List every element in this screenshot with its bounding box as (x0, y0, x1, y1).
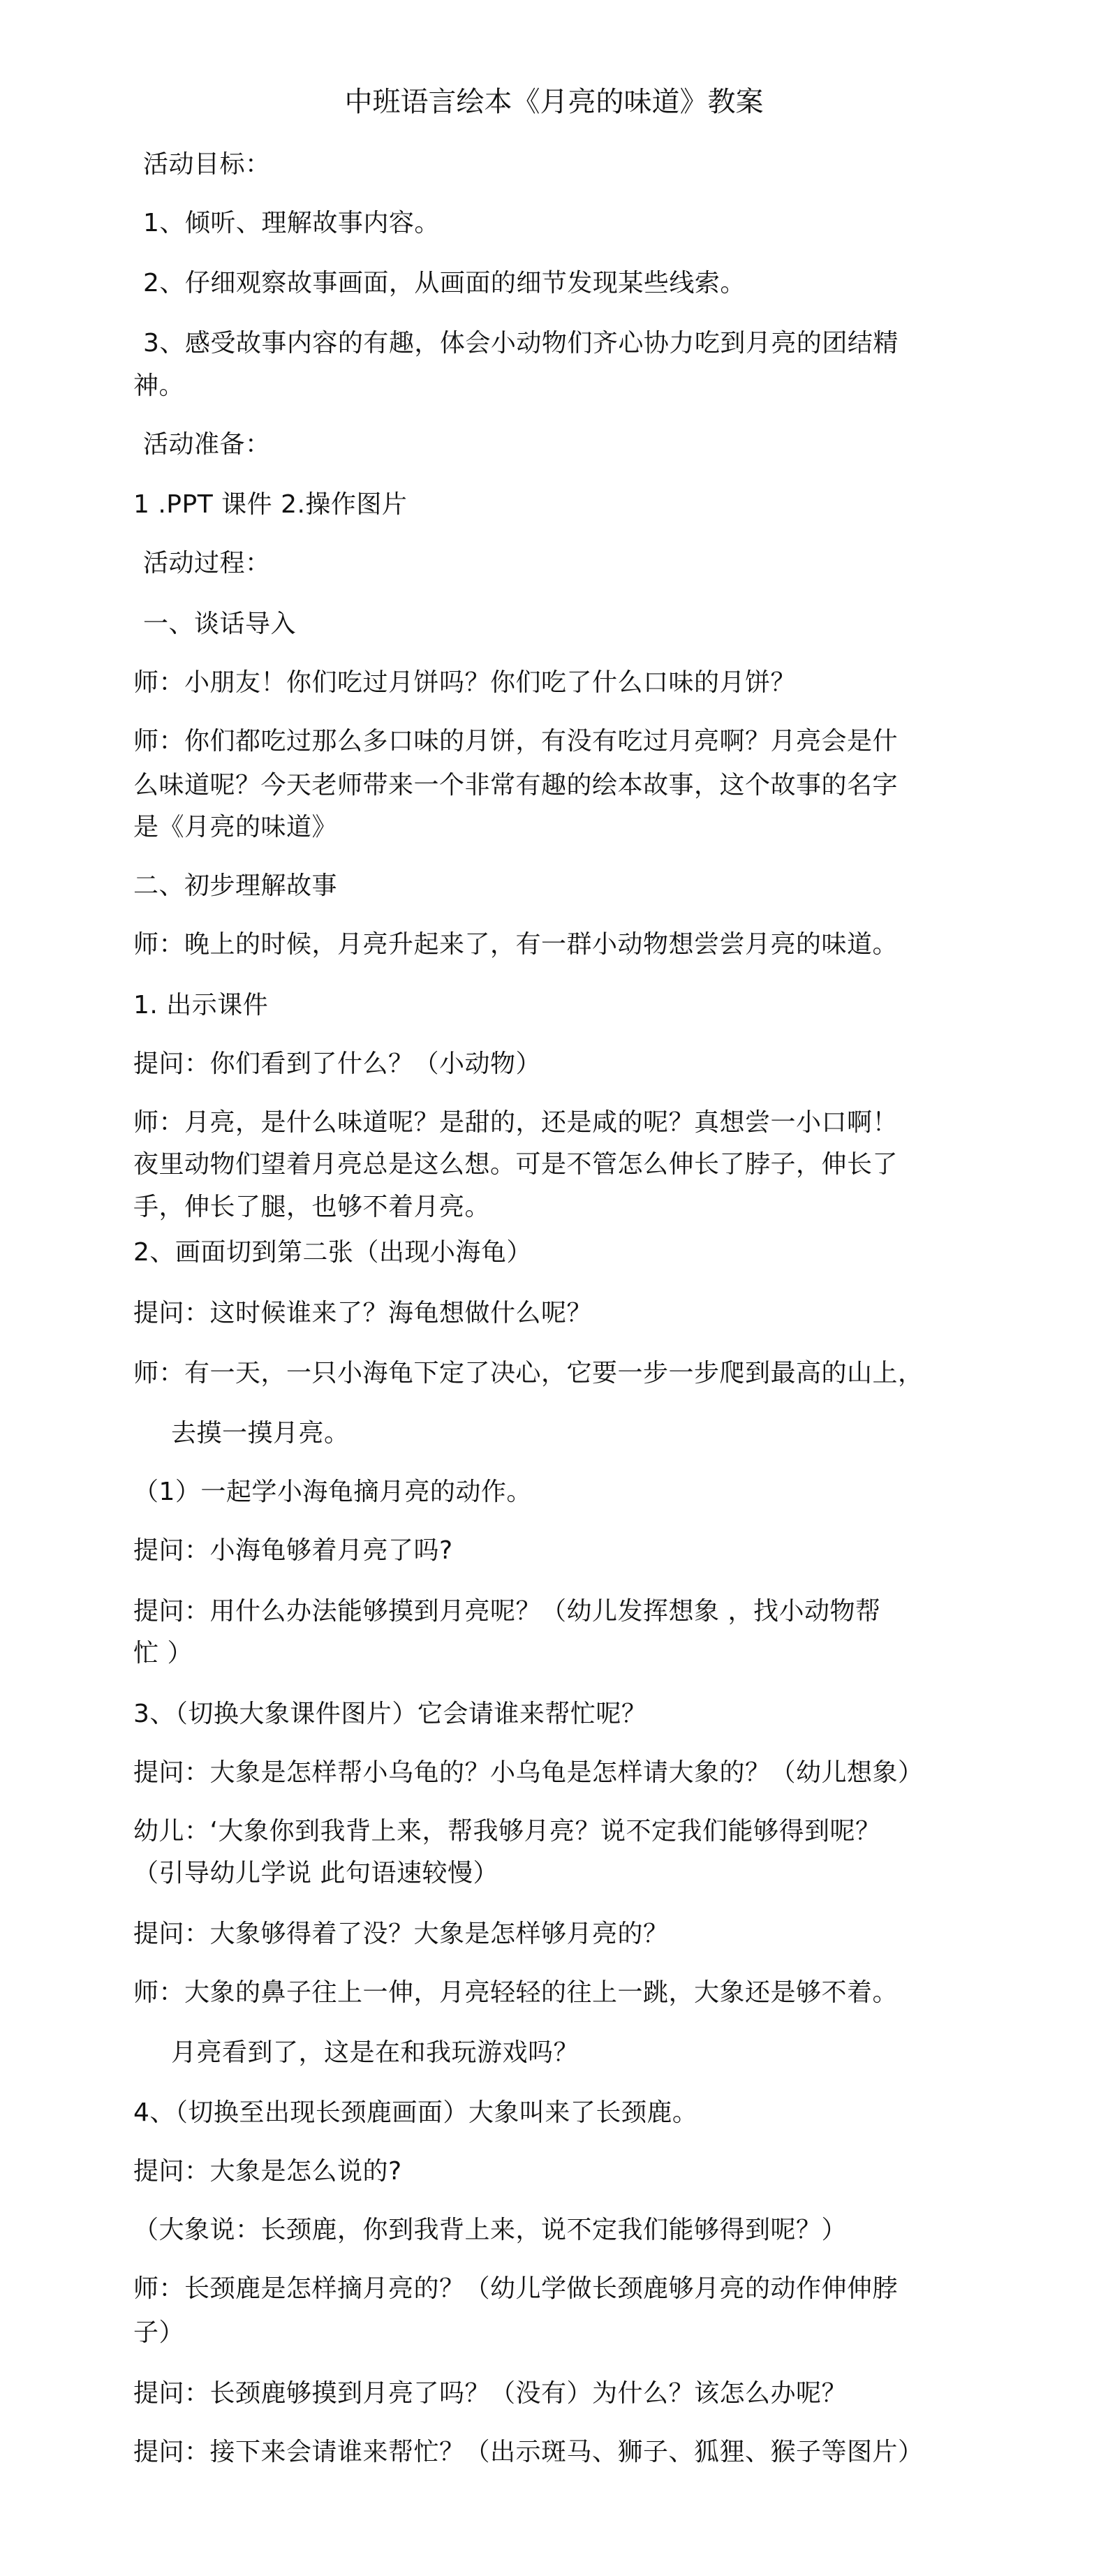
paragraph-line: 月亮看到了，这是在和我玩游戏吗？ (171, 2038, 579, 2067)
paragraph-line: 提问：用什么办法能够摸到月亮呢？（幼儿发挥想象 ，找小动物帮 (133, 1597, 881, 1626)
paragraph-line: 3、（切换大象课件图片）它会请谁来帮忙呢？ (133, 1700, 647, 1728)
paragraph-line: 1、倾听、理解故事内容。 (143, 209, 440, 237)
paragraph-line: 2、画面切到第二张（出现小海龟） (133, 1238, 532, 1267)
paragraph-line: 1. 出示课件 (133, 991, 269, 1020)
paragraph-line: 师：有一天，一只小海龟下定了决心，它要一步一步爬到最高的山上， (133, 1359, 924, 1388)
paragraph-line: 提问：大象够得着了没？大象是怎样够月亮的？ (133, 1920, 669, 1948)
paragraph-line: 3、感受故事内容的有趣，体会小动物们齐心协力吃到月亮的团结精 (143, 329, 899, 358)
paragraph-line: 活动过程： (143, 549, 271, 577)
paragraph-line: 师：月亮，是什么味道呢？是甜的，还是咸的呢？真想尝一小口啊！ (133, 1108, 899, 1137)
paragraph-line: 是《月亮的味道》 (133, 813, 338, 841)
paragraph-line: （引导幼儿学说 此句语速较慢） (133, 1859, 498, 1887)
paragraph-line: 二、初步理解故事 (133, 871, 338, 900)
paragraph-line: 提问：长颈鹿够摸到月亮了吗？（没有）为什么？该怎么办呢？ (133, 2379, 848, 2408)
paragraph-line: 么味道呢？今天老师带来一个非常有趣的绘本故事，这个故事的名字 (133, 771, 899, 800)
paragraph-line: 师：小朋友！你们吃过月饼吗？你们吃了什么口味的月饼？ (133, 668, 797, 697)
paragraph-line: 忙 ） (133, 1639, 193, 1668)
paragraph-line: （1）一起学小海龟摘月亮的动作。 (133, 1478, 532, 1506)
paragraph-line: 神。 (133, 371, 185, 400)
paragraph-line: 去摸一摸月亮。 (171, 1419, 350, 1448)
paragraph-line: 师：晚上的时候，月亮升起来了，有一群小动物想尝尝月亮的味道。 (133, 930, 899, 959)
paragraph-line: 活动目标： (143, 150, 271, 179)
paragraph-line: 手，伸长了腿，也够不着月亮。 (133, 1193, 491, 1221)
document-title: 中班语言绘本《月亮的味道》教案 (344, 86, 764, 118)
paragraph-line: 提问：大象是怎样帮小乌龟的？小乌龟是怎样请大象的？（幼儿想象） (133, 1758, 924, 1787)
paragraph-line: 师：你们都吃过那么多口味的月饼，有没有吃过月亮啊？月亮会是什 (133, 727, 899, 756)
paragraph-line: （大象说：长颈鹿，你到我背上来，说不定我们能够得到呢？） (133, 2216, 848, 2244)
paragraph-line: 夜里动物们望着月亮总是这么想。可是不管怎么伸长了脖子，伸长了 (133, 1150, 899, 1179)
paragraph-line: 提问：大象是怎么说的? (133, 2157, 402, 2186)
paragraph-line: 子） (133, 2318, 185, 2347)
paragraph-line: 活动准备： (143, 430, 271, 459)
paragraph-line: 提问：接下来会请谁来帮忙？（出示斑马、狮子、狐狸、猴子等图片） (133, 2438, 924, 2466)
paragraph-line: 一、谈话导入 (143, 610, 297, 638)
paragraph-line: 1 .PPT 课件 2.操作图片 (133, 490, 408, 519)
paragraph-line: 提问：小海龟够着月亮了吗? (133, 1536, 453, 1565)
paragraph-line: 幼儿：‘大象你到我背上来，帮我够月亮？说不定我们能够得到呢？ (133, 1817, 881, 1846)
paragraph-line: 提问：你们看到了什么？（小动物） (133, 1050, 542, 1078)
paragraph-line: 师：长颈鹿是怎样摘月亮的？（幼儿学做长颈鹿够月亮的动作伸伸脖 (133, 2274, 899, 2303)
paragraph-line: 师：大象的鼻子往上一伸，月亮轻轻的往上一跳，大象还是够不着。 (133, 1978, 899, 2007)
paragraph-line: 提问：这时候谁来了？海龟想做什么呢？ (133, 1299, 593, 1327)
paragraph-line: 2、仔细观察故事画面，从画面的细节发现某些线索。 (143, 269, 746, 297)
paragraph-line: 4、（切换至出现长颈鹿画面）大象叫来了长颈鹿。 (133, 2098, 698, 2127)
